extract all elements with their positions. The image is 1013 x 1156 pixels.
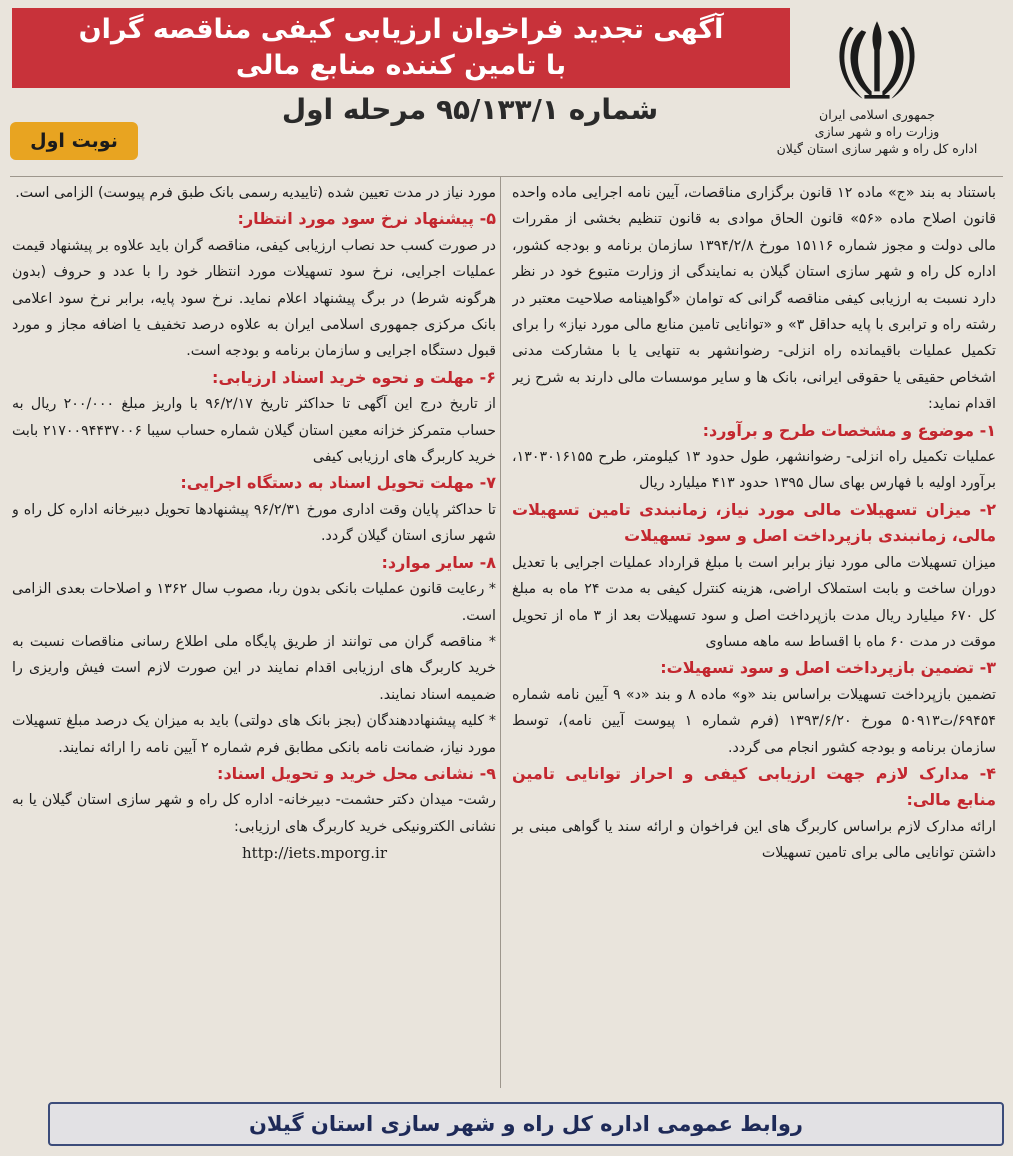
- section-8-heading: ۸- سایر موارد:: [381, 552, 496, 572]
- section-4-continuation: مورد نیاز در مدت تعیین شده (تاییدیه رسمی بانک طبق فرم پیوست) الزامی است.: [15, 185, 496, 201]
- section-7-heading: ۷- مهلت تحویل اسناد به دستگاه اجرایی:: [180, 473, 496, 493]
- section-5-body: در صورت کسب حد نصاب ارزیابی کیفی، مناقصه گران باید علاوه بر پیشنهاد قیمت عملیات اجرایی، نرخ سود تسهیلات مورد انتظار خود را با عدد و حروف (بدون هرگونه شرط) در برگ پیشنهاد اعلام نماید. نرخ سود پایه، برابر نرخ سود اعلامی بانک مرکزی جمهوری اسلامی ایران به علاوه درصد تخفیف یا اضافه مجاز و مورد قبول دستگاه اجرایی و سازمان برنامه و بودجه است.: [12, 237, 496, 360]
- footer-signature: روابط عمومی اداره کل راه و شهر سازی استان گیلان: [48, 1102, 1004, 1146]
- right-column: [512, 180, 996, 1082]
- title-banner: [12, 8, 790, 88]
- section-5-heading: ۵- پیشنهاد نرخ سود مورد انتظار:: [237, 209, 496, 229]
- publication-badge: نوبت اول: [10, 122, 138, 160]
- section-9-body: رشت- میدان دکتر حشمت- دبیرخانه- اداره کل راه و شهر سازی استان گیلان یا به نشانی الکترونیکی خرید کاربرگ های ارزیابی:: [12, 792, 496, 835]
- section-2-heading: ۲- میزان تسهیلات مالی مورد نیاز، زمانبندی تامین تسهیلات مالی، زمانبندی بازپرداخت اصل و سود تسهیلات: [512, 499, 996, 546]
- section-2-body: میزان تسهیلات مالی مورد نیاز برابر است با مبلغ قرارداد عملیات اجرایی با تعدیل دوران ساخت و بابت استملاک اراضی، هزینه کنترل کیفی به مدت ۲۴ ماه به مبلغ کل ۶۷۰ میلیارد ریال مدت بازپرداخت اصل و سود تسهیلات بعد از ۳ ماه از تحویل موقت در مدت ۶۰ ماه با اقساط سه ماهه مساوی: [512, 554, 996, 650]
- notice-number: شماره ۹۵/۱۳۳/۱ مرحله اول: [281, 93, 659, 126]
- section-8-bullet-2: * مناقصه گران می توانند از طریق پایگاه ملی اطلاع رسانی مناقصات نسبت به خرید کاربرگ های ارزیابی اقدام نمایند در این صورت لازم است فیش واریزی را ضمیمه اسناد نمایند.: [12, 633, 496, 703]
- org-line-country: جمهوری اسلامی ایران: [819, 107, 935, 122]
- section-3-body: تضمین بازپرداخت تسهیلات براساس بند «و» ماده ۸ و بند «د» ۹ آیین نامه شماره ۶۹۴۵۴/ت۵۰۹۱۳ مورخ ۱۳۹۳/۶/۲۰ (فرم شماره ۱ پیوست آیین نامه)، توسط سازمان برنامه و بودجه کشور انجام می گردد.: [512, 686, 996, 756]
- section-1-body: عملیات تکمیل راه انزلی- رضوانشهر، طول حدود ۱۳ کیلومتر، طرح ۱۳۰۳۰۱۶۱۵۵، برآورد اولیه با فهارس بهای سال ۱۳۹۵ حدود ۴۱۳ میلیارد ریال: [512, 449, 996, 492]
- left-column: [12, 180, 496, 1082]
- section-6-body: از تاریخ درج این آگهی تا حداکثر تاریخ ۹۶/۲/۱۷ با واریز مبلغ ۲۰۰/۰۰۰ ریال به حساب متمرکز خزانه معین استان گیلان شماره حساب سیبا ۲۱۷۰۰۹۴۴۳۷۰۰۶ بابت خرید کاربرگ های ارزیابی کیفی: [12, 396, 496, 466]
- org-line-department: اداره کل راه و شهر سازی استان گیلان: [776, 141, 978, 156]
- section-8-bullet-1: * رعایت قانون عملیات بانکی بدون ربا، مصوب سال ۱۳۶۲ و اصلاحات بعدی الزامی است.: [12, 581, 496, 624]
- section-9-heading: ۹- نشانی محل خرید و تحویل اسناد:: [217, 763, 496, 783]
- section-4-heading: ۴- مدارک لازم جهت ارزیابی کیفی و احراز توانایی تامین منابع مالی:: [512, 763, 996, 810]
- org-line-ministry: وزارت راه و شهر سازی: [814, 124, 940, 139]
- section-7-body: تا حداکثر پایان وقت اداری مورخ ۹۶/۲/۳۱ پیشنهادها تحویل دبیرخانه اداره کل راه و شهر سازی استان گیلان گردد.: [12, 501, 496, 545]
- section-8-bullet-3: * کلیه پیشنهاددهندگان (بجز بانک های دولتی) باید به میزان یک درصد مبلغ تسهیلات مورد نیاز، ضمانت نامه بانکی مطابق فرم شماره ۲ آیین نامه را ارائه نمایند.: [12, 713, 496, 756]
- section-6-heading: ۶- مهلت و نحوه خرید اسناد ارزیابی:: [212, 367, 496, 387]
- intro-paragraph: باستناد به بند «ج» ماده ۱۲ قانون برگزاری مناقصات، آیین نامه اجرایی ماده واحده قانون اصلاح ماده «۵۶» قانون الحاق موادی به قانون تنظیم بخشی از مقررات مالی دولت و مجوز شماره ۱۵۱۱۶ مورخ ۱۳۹۴/۲/۸ سازمان برنامه و بودجه کشور، اداره کل راه و شهر سازی استان گیلان به نمایندگی از وزارت متبوع خود در نظر دارد نسبت به ارزیابی کیفی مناقصه گرانی که توامان «گواهینامه صلاحیت معتبر در رشته راه و ترابری با پایه حداقل ۳» و «توانایی تامین منابع مالی مورد نیاز» را برای تکمیل عملیات باقیمانده راه انزلی- رضوانشهر به تنهایی یا با مشارکت مدنی اشخاص حقیقی یا حقوقی ایرانی، بانک ها و سایر موسسات مالی دارند به شرح زیر اقدام نماید:: [512, 185, 996, 413]
- organization-block: [752, 14, 1002, 174]
- notice-title-line1: آگهی تجدید فراخوان ارزیابی کیفی مناقصه گران: [78, 14, 724, 45]
- header-divider: [10, 176, 1003, 177]
- iran-emblem-icon: [832, 14, 922, 104]
- column-divider: [500, 176, 501, 1088]
- section-3-heading: ۳- تضمین بازپرداخت اصل و سود تسهیلات:: [660, 658, 996, 678]
- website-link[interactable]: http://iets.mporg.ir: [242, 844, 388, 863]
- notice-title-line2: با تامین کننده منابع مالی: [235, 50, 567, 81]
- section-1-heading: ۱- موضوع و مشخصات طرح و برآورد:: [702, 420, 996, 440]
- section-4-body: ارائه مدارک لازم براساس کاربرگ های این فراخوان و ارائه سند یا گواهی مبنی بر داشتن توانایی مالی برای تامین تسهیلات: [512, 818, 996, 862]
